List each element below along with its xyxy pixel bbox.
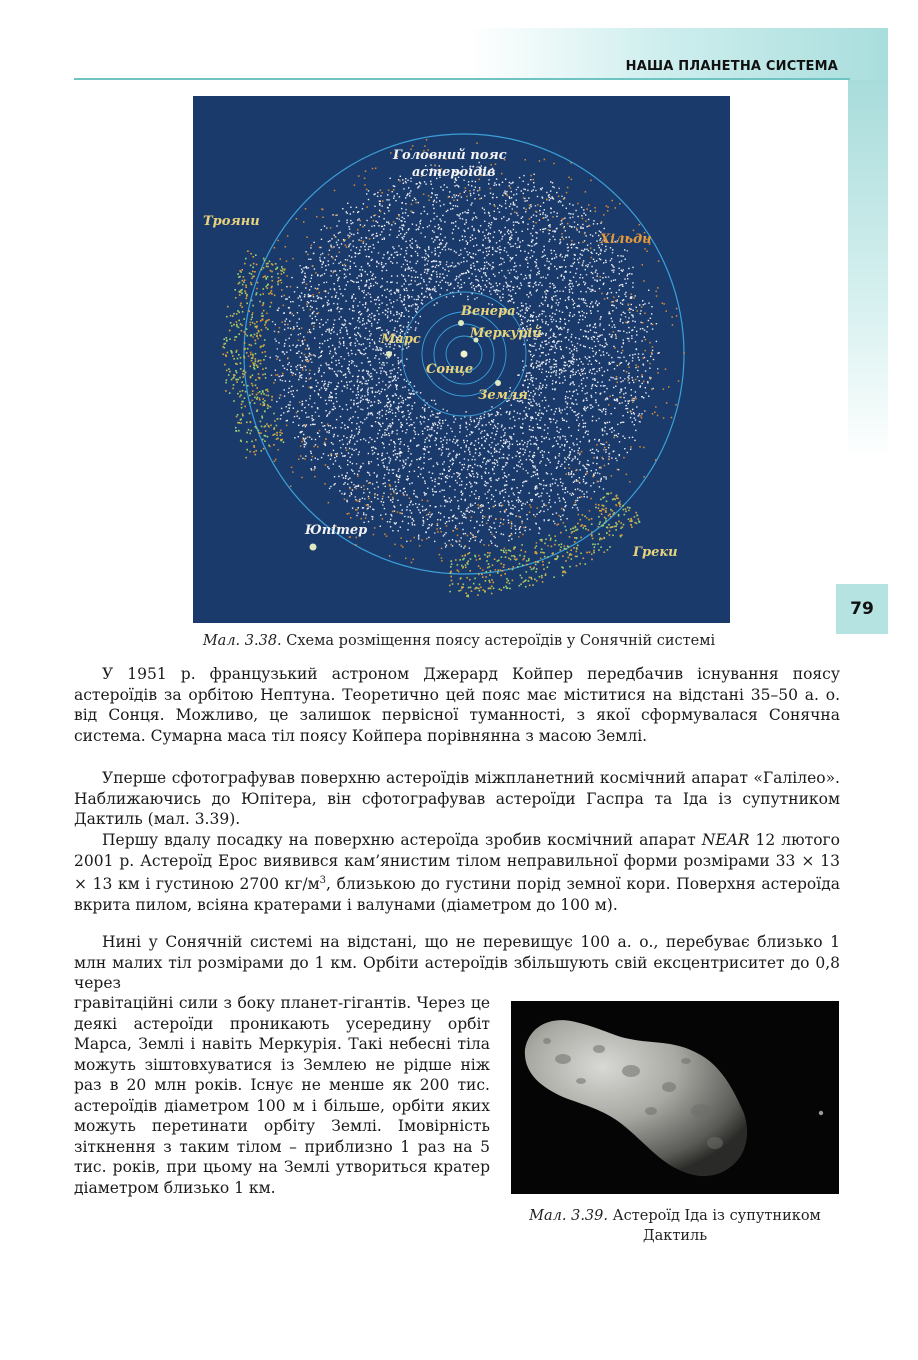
asteroid-belt-diagram [193, 96, 730, 623]
side-strip [848, 80, 888, 460]
figure-1-caption-text: Схема розміщення поясу астероїдів у Сонячній системі [281, 633, 716, 649]
header-rule [74, 78, 850, 80]
label-mars: Марс [381, 332, 421, 347]
label-jupiter: Юпітер [305, 523, 368, 538]
paragraph-3: Першу вдалу посадку на поверхню астероїда зробив космічний апарат NEAR 12 лютого 2001 р. Астероїд Ерос виявився кам’янистим тілом неправильної форми розмірами 33 × 13 × 13 км і густиною 2700 $кг/м^3$, близькою до густини порід земної кори. Поверхня астероїда вкрита пилом, всіяна кратерами і валунами (діаметром до 100 м). [74, 831, 840, 914]
figure-1-caption [0, 633, 918, 649]
greeks-dots [449, 492, 640, 597]
ida-asteroid [525, 1020, 747, 1176]
ida-asteroid-svg [511, 1001, 839, 1194]
ida-asteroid-photo [511, 1001, 839, 1194]
trojans-dots [222, 250, 285, 458]
figure-2-caption-number: Мал. 3.39. [529, 1208, 608, 1224]
figure-1-caption-number: Мал. 3.38. [202, 633, 282, 649]
section-title: НАША ПЛАНЕТНА СИСТЕМА [625, 59, 838, 74]
dactyl-moon [819, 1111, 823, 1115]
figure-2-caption-text: Астероїд Іда із супутником Дактиль [608, 1208, 821, 1244]
label-hildas: Хільди [600, 232, 652, 247]
paragraph-1: У 1951 р. французький астроном Джерард Койпер передбачив існування поясу астероїдів за орбітою Нептуна. Теоретично цей пояс має міститися на відстані 35–50 а. о. від Сонця. Можливо, це залишок первісної туманності, з якої сформувалася Сонячна система. Сумарна маса тіл поясу Койпера порівнянна з масою Землі. [74, 665, 840, 745]
paragraph-4a: Нині у Сонячній системі на відстані, що не перевищує 100 а. о., перебуває близько 1 млн малих тіл розмірами до 1 км. Орбіти астероїдів збільшують свій ексцентриситет до 0,8 через [74, 933, 840, 992]
paragraph-4b: гравітаційні сили з боку планет-гігантів. Через це деякі астероїди проникають усередину орбіт Марса, Землі і навіть Меркурія. Такі небесні тіла можуть зіштовхуватися із Землею не рідше ніж раз в 20 млн років. Існує не менше як 200 тис. астероїдів діаметром 100 м і більше, орбіти яких можуть перетинати орбіту Землі. Імовірність зіткнення з таким тілом – приблизно 1 раз на 5 тис. років, при цьому на Землі утвориться кратер діаметром близько 1 км. [74, 994, 490, 1197]
label-mercury: Меркурій [470, 326, 542, 341]
earth-dot [495, 380, 501, 386]
figure-2-caption [505, 1206, 845, 1246]
mars-dot [386, 351, 392, 357]
label-main-belt-1: Головний пояс [393, 148, 507, 163]
label-venus: Венера [461, 304, 516, 319]
jupiter-dot [310, 544, 317, 551]
label-sun: Сонце [426, 362, 474, 377]
label-trojans: Трояни [203, 214, 260, 229]
label-earth: Земля [478, 388, 528, 403]
label-greeks: Греки [633, 545, 678, 560]
sun-dot [461, 351, 468, 358]
label-main-belt-2: астероїдів [412, 165, 496, 180]
page-number: 79 [836, 584, 888, 634]
venus-dot [458, 320, 464, 326]
paragraph-2: Уперше сфотографував поверхню астероїдів міжпланетний космічний апарат «Галілео». Наближаючись до Юпітера, він сфотографував астероїди Гаспра та Іда із супутником Дактиль (мал. 3.39). [74, 769, 840, 828]
